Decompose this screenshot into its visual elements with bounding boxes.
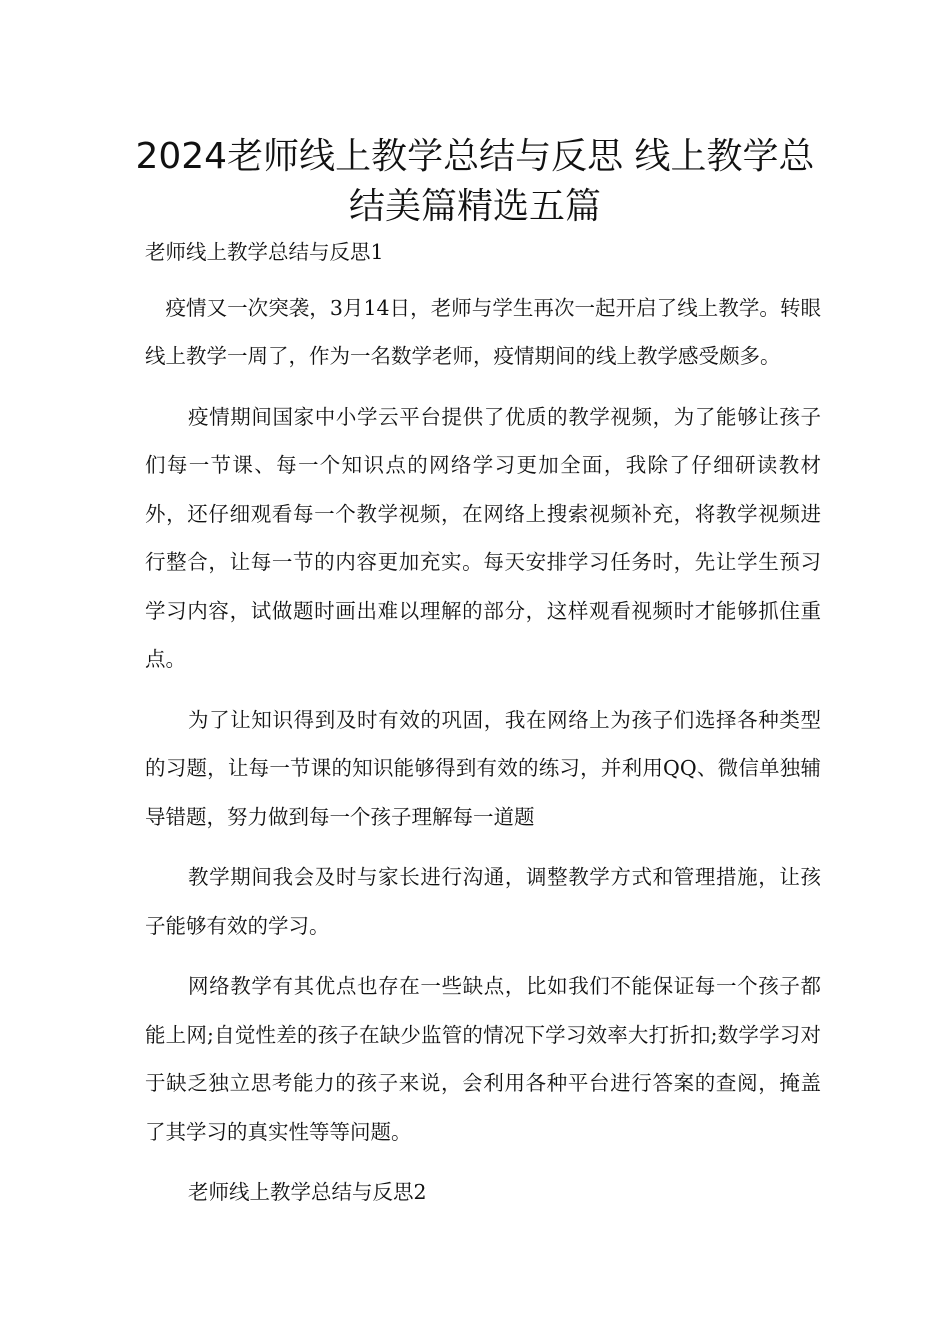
- paragraph-1: 疫情又一次突袭，3月14日，老师与学生再次一起开启了线上教学。转眼线上教学一周了，作为一名数学老师，疫情期间的线上教学感受颇多。: [145, 295, 821, 368]
- paragraph-2: 疫情期间国家中小学云平台提供了优质的教学视频，为了能够让孩子们每一节课、每一个知识点的网络学习更加全面，我除了仔细研读教材外，还仔细观看每一个教学视频，在网络上搜索视频补充，将教学视频进行整合，让每一节的内容更加充实。每天安排学习任务时，先让学生预习学习内容，试做题时画出难以理解的部分，这样观看视频时才能够抓住重点。: [145, 404, 821, 671]
- document-body: [145, 228, 821, 1229]
- document-title: 2024老师线上教学总结与反思 线上教学总结美篇精选五篇: [135, 136, 815, 227]
- section-heading-1: 老师线上教学总结与反思1: [145, 240, 384, 264]
- paragraph-5: 网络教学有其优点也存在一些缺点，比如我们不能保证每一个孩子都能上网;自觉性差的孩子在缺少监管的情况下学习效率大打折扣;数学学习对于缺乏独立思考能力的孩子来说，会利用各种平台进行答案的查阅，掩盖了其学习的真实性等等问题。: [145, 974, 821, 1144]
- paragraph-3: 为了让知识得到及时有效的巩固，我在网络上为孩子们选择各种类型的习题，让每一节课的知识能够得到有效的练习，并利用QQ、微信单独辅导错题，努力做到每一个孩子理解每一道题: [145, 707, 821, 829]
- section-heading-2: 老师线上教学总结与反思2: [188, 1180, 427, 1204]
- paragraph-4: 教学期间我会及时与家长进行沟通，调整教学方式和管理措施，让孩子能够有效的学习。: [145, 865, 821, 938]
